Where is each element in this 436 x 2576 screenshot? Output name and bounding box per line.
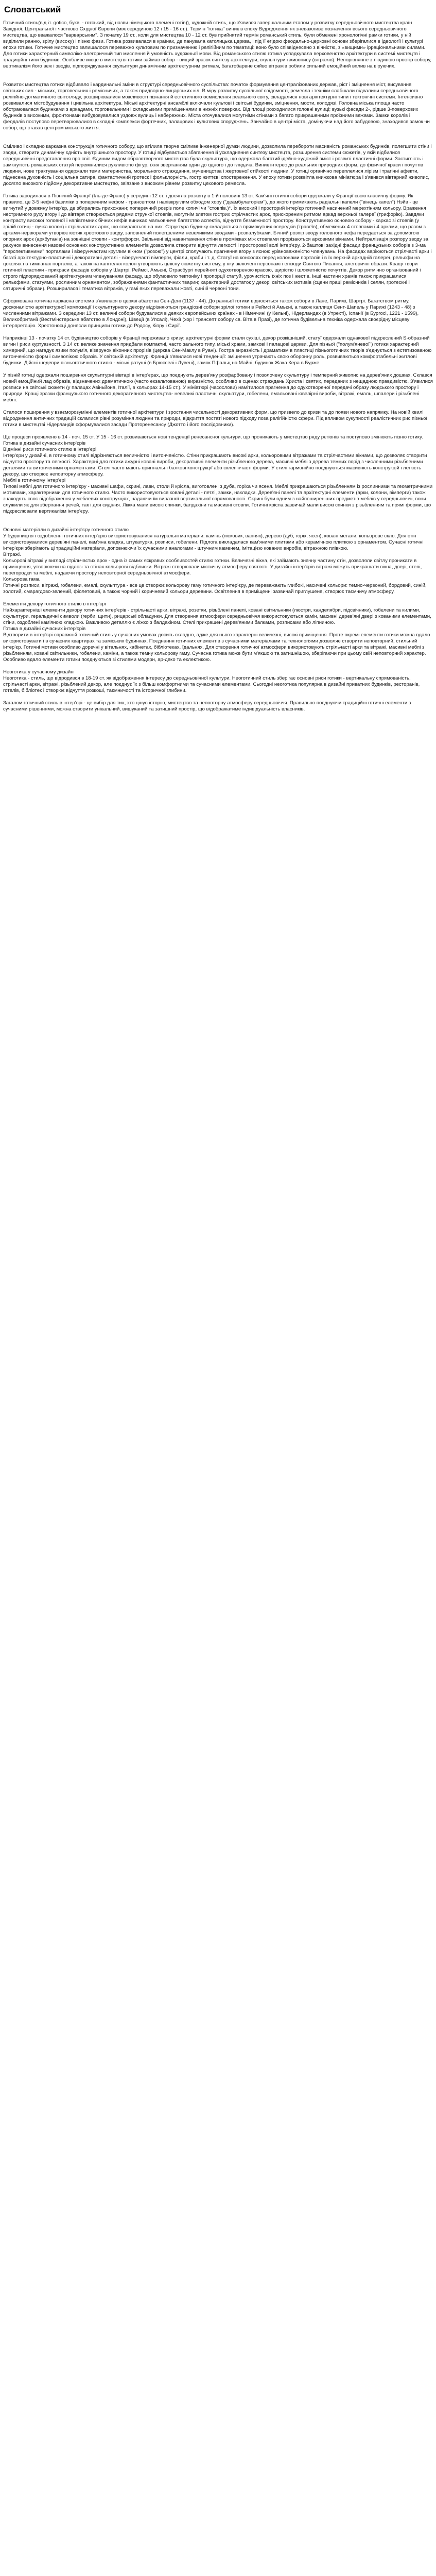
entry-title: Словатський xyxy=(4,5,61,14)
paragraph-gothic-development: Розвиток мистецтва готики відбивало і кардинальні зміни в структурі середньовічного суспільства: початок формування централізованих держав, ріст і зміцнення міст, висування світських сил - міських, торговельних і ремісничих, а також придворно-лицарських кіл. В міру розвитку суспільної свідомості, ремесла і техніки слабшали підвалини середньовічного релігійно-догматичного світогляду, розширювалися можливості пізнання й естетичного осмислення реального світу, складалися нові архітектурні типи і тектонічні системи. Інтенсивно розвивалися містобудування і цивільна архітектура. Міські архітектурні ансамблі включали культові і світські будинки, зміцнення, мости, колодязі. Головна міська площа часто обстраювалася будинками з аркадами, торговельними і складськими приміщеннями в нижніх поверхах. Від площі розходилися головні вулиці; вузькі фасади 2-, рідше 3-поверхових будинків з високими, фронтонами вибудовувалися уздовж вулиць і набережних. Міста оточувалися могутніми стінами з багато прикрашеними проїзними вежами. Замки королів і феодалів поступово перетворювалися в складні комплекси фортечних, палацових і культових споруджень. Звичайно в центрі міста, домінуючи над його забудовою, знаходився замок чи собор, що ставав центром міського життя. xyxy=(3,82,430,131)
paragraph-materials: У будівництві і оздобленні готичних інтер'єрів використовувалися натуральні матеріали: камінь (пісковик, вапняк), дерево (дуб, горіх, ясен), ковані метали, кольорове скло. Для стін використовувалися дерев'яні панелі, кам'яна кладка, штукатурка, розписи, гобелени. Підлога викладалася кам'яними плитами або керамічною плиткою з орнаментом. Сучасні готичні інтер'єри зберігають ці традиційні матеріали, доповнюючи їх сучасними аналогами - штучним каменем, імітацією кованих виробів, вітражною плівкою. xyxy=(3,533,424,551)
paragraph-furniture: Типові меблі для готичного інтер'єру - масивні шафи, скрині, лави, столи й крісла, виготовлені з дуба, горіха чи ясеня. Меблі прикрашаються різьбленням із рослинними та геометричними мотивами, характерними для готичного стилю. Часто використовуються ковані деталі - петлі, замки, накладки. Дерев'яні панелі та архітектурні елементи (арки, колони, вімперги) також знаходять своє відображення у меблевих конструкціях, надаючи їм виразної вертикальної спрямованості. Скрині були одним з найпоширеніших предметів меблів у середньовіччі, вони служили як для зберігання речей, так і для сидіння. Ліжка мали високі спинки, балдахіни та масивні стовпи. Готичні крісла зазвичай мали високі спинки з різьбленням та прямі форми, що підкреслювали вертикалізм інтер'єру. xyxy=(3,484,433,514)
paragraph-gothic-spread: Сформована готична каркасна система з'явилася в церкві абатства Сен-Дені (1137 - 44). До ранньої готики відносяться також собори в Лане, Парижі, Шартрі. Багатством ритму, досконалістю архітектурної композиції і скульптурного декору відрізняються грандіозні собори зрілої готики в Реймсі й Амьєні, а також каплиця Сент-Шапель у Парижі (1243 - 48) з численними вітражами. З середини 13 ст. величні собори будувалися в деяких європейських країнах - в Німеччині (у Кельні), Нідерландах (в Утрехті), Іспанії (в Бургосі, 1221 - 1599), Великобританії (Вестмінстерське абатство в Лондоні), Швеції (в Упсалі), Чехії (хор і трансепт собору св. Віта в Празі), де готична будівельна техніка одержала своєрідну місцеву інтерпретацію. Хрестоносці донесли принципи готики до Родосу, Кіпру і Сирії. xyxy=(3,298,419,329)
paragraph-decor-elements: Найхарактерніші елементи декору готичних інтер'єрів - стрільчасті арки, вітражі, розетки, різьблені панелі, ковані світильники (люстри, канделябри, підсвічники), гобелени та килими, скульптури, геральдичні символи (герби, щити), рицарські обладунки. Для створення атмосфери середньовіччя використовуються камін, масивні дерев'яні двері з кованими елементами, стіни, оздоблені кам'яною кладкою. Важливою деталлю є ліжко з балдахіном. Стелі прикрашені дерев'яними балками, розписами або ліпниною. xyxy=(3,607,431,625)
section-title-decor-elements: Елементи декору готичного стилю в інтер'єрі xyxy=(3,601,106,607)
section-title-neogothic: Неоготика у сучасному дизайні xyxy=(3,669,75,675)
section-title-color-palette: Кольорова гама xyxy=(3,577,40,582)
entry-body xyxy=(0,20,436,713)
paragraph-conclusion: Загалом готичний стиль в інтер'єрі - це вибір для тих, хто цінує історію, мистецтво та неповторну атмосферу середньовіччя. Правильно поєднуючи традиційні готичні елементи з сучасними рішеннями, можна створити унікальний, вишуканий та затишний простір, що відображатиме індивідуальність власників. xyxy=(3,700,411,712)
paragraph-color-palette: Готичні розписи, вітражі, гобелени, емалі, скульптура - все це створює кольорову гаму готичного інтер'єру, де переважають глибокі, насичені кольори: темно-червоний, бордовий, синій, золотий, смарагдово-зелений, фіолетовий, а також чорний і коричневий кольори деревини. Освітлення в приміщенні зазвичай приглушене, створює таємничу атмосферу. xyxy=(3,583,427,595)
paragraph-cathedral-frame: Сміливо і складно карказна конструкція готичного собору, що втілила творче сміливе інженерної думки людини, дозволила перебороти масивність романських будинків, полегшити стіни і зводи, створити динамічну єдність внутрішнього простору. У готиці відбувається збагачення й ускладнення синтезу мистецтв, розширення системи сюжетів, у якій відбилися середньовічні представлення про світ. Єдиним видом образотворчого мистецтва була скульптура, що одержала багатий ідейно-художній зміст і розвиті пластичні форми. Застиглість і замкнутість романських статуй перемінилися рухливістю фігур, їхня звертанням один до одного і до глядача. Виник інтерес до реальних природних форм, до фізичної краси і почуттів людини, нове трактування одержали теми материнства, морального страждання, мученицства і жертовної стійкості людини. У готиці органічно переплелися лірізм і трагічні афекти, піднесена духовність і соціальна сатира, фантастичний гротеск і фольклорність, гостр життєві спостереження. У епоху готики розквітла книжкова мініатюра і з'явився вівтарний живопис, досягло високого підйому декоративне мистецтво, зв'язане з високим рівнем розвитку цехового ремесла. xyxy=(3,144,432,187)
paragraph-late-gothic-france: Наприкінці 13 - початку 14 ст. будівництво соборів у Франції переживало кризу: архітектурні форми стали сухіші, декор розкішніший, статуї одержали однакової підкреслений S-образний вигин і риси куртуазності. З 14 ст. велике значення придбали компактні, часто зального типу, міські храми, замкові і палацові церкви. Для пізньої ("полум'яневої") готики характерний химерний, що нагадує язики полум'я, візерунок віконних прорізів (церква Сен-Маклу в Руані). Гостра виразність і драматизм в пластиці пізньоготичних творів з'єднується з естетизованою витонченістю форм і символікою образів. У світській архітектурі Франції з'явилися нові тенденції: зміцнення утрачають свою оборонну роль, розвиваються комфортабельні житлові будинки. Дійсні шедеври пізньоготичного стилю - міські ратуші (в Брюсселі і Лувені), замок Пфальц на Майні, будинок Жака Кера в Бурже. xyxy=(3,335,432,366)
paragraph-late-gothic-altars: У пізній готиці одержали поширення скульптурні вівтарі в інтер'єрах, що поєднують дерев'яну розфарбовану і позолочену скульптуру і темперний живопис на дерев'яних дошках. Склався новий емоційний лад образів, відзначених драматичною (часто екзальтованою) виразністю, особливо в сценах страждань Христа і святих, переданих з нещадною правдивістю. З'явилися розписи на світські сюжети (у палацах Авіньйона, Італії, в кольорах 14-15 ст.). У мініатюрі (часослови) намітилося прагнення до одухотвореної передачі образу людського простору і природи. Кращі зразки французького готичного декоративного мистецтва- невеликі пластичні скульптури, гобелени, емальовані ювелірні вироби, вітражі, емаль, шпалери і різьблені меблі. xyxy=(3,372,433,403)
paragraph-stained-glass: Кольорові вітражі у вигляді стрільчастих арок - одна із самих яскравих особливостей стилю готики. Величезні вікна, які займають значну частину стін, дозволяли світлу проникати в приміщення, утворюючи на підлозі та стінах кольорові відблиски. Вітражі створювали містичну атмосферу святості. У дизайні інтер'єрів вітражі можуть прикрашати вікна, двері, стелі, перегородки та меблі, надаючи простору неповторної середньовічної атмосфери. xyxy=(3,558,422,576)
section-title-interior-features: Відмінні риси готичного стилю в інтер'єрі xyxy=(3,447,97,452)
section-title-materials: Основні матеріали в дизайні інтер'єру готичного стилю xyxy=(3,527,129,533)
paragraph-neogothic: Неоготика - стиль, що відродився в 18-19 ст. як відображення інтересу до середньовічної культури. Неоготичний стиль зберігає основні риси готики - вертикальну спрямованість, стрільчасті арки, вітражі, різьблений декор, але поєднує їх з більш комфортними та сучасними елементами. Сьогодні неоготика популярна в дизайні приватних будинків, ресторанів, готелів, бібліотек і створює відчуття розкоші, таємничості та історичної глибини. xyxy=(3,675,420,693)
paragraph-gothic-style-definition: Готичний стиль(від іт. gotico, букв. - готський, від назви німецького племені готів)), художній стиль, що з'явився завершальним етапом у розвитку середньовічного мистецтва країн Західної, Центральної і частково Східної Європи (між серединою 12 і 15 - 16 ст.). Термін "готика" виник в епоху Відродження як зневажливе позначення всього середньовічного мистецтва, що вважалося "варварським". З початку 19 ст., коли для мистецтва 10 - 12 ст. був прийнятий термін романський стиль, були обмежені хронологічні рамки готики, у ній виділили ранню, зрілу (високу) і пізню фази. Готика розвивалася в країнах, де панувала католицька церква, і під її егідою феодально-церковні основи зберігалися в ідеології і культурі епохи готики. Готичне мистецтво залишалося переважно культовим по призначенню і релігійним по тематиці: воно було співвіднесено з вічністю, з «вищими» ірраціональними силами. Для готики характерний символіко-алегоричний тип мислення й умовність художньої мови. Від романського стилю готика успадкувала верховенство архітектури в системі мистецтв і традиційні типи будинків. Особливе місце в мистецтві готики займав собор - вищий зразок синтезу архітектури, скульптури і живопису (вітражів). Непорівнянне з людиною простір собору, вертикалізм його веж і зводів, підпорядкування скульптури динамічним архітектурним ритмам, багатобарвне сяйво вітражів робили сильний емоційний вплив на віруючих. xyxy=(3,20,431,69)
section-title-modern-interiors-2: Готика в дизайні сучасних інтер'єрів xyxy=(3,626,86,632)
paragraph-gothic-origin-france: Готика зародилася в Північній Франції (Іль-де-Франс) у середині 12 ст. і досягла розквіту в 1-й половині 13 ст. Кам'яні готичні собори одержали у Франції свою класичну форму. Як правило, це 3-5 нефні базиліки з поперечним нефом - трансептом і напівкруглим обходом хору ("деамбулаторієм"), до якого примикають радіальні капели ("вінець капел") Нэйв - це вигнутий у довжину інтер'єр, де збирались прихожани; поперечний розріз поле копичі чи "стовпів.)*. Їх високий і просторий інтер'єр готичний насичений мерехтінням кольору. Враження нестримного руху вгору і до вівтаря створюється рядами стрункої стовпів, могутнім злетом гострих стрілчастих арок, прискореним ритмом аркад верхньої галереї (трифорію). Завдяки контрасту високої головної і напівтемних бічних нефів виникає мальовниче багатство аспектів, відчуття безмежності простору. Конструктивною основою собору - каркас зі стовпів (у зрілій готиці - пучка колон) і стрільчастих арок, що спираються на них. Структура будинку складається з прямокутних осередків (травеїв), обмежених 4 стовпами і 4 арками, що разом з арками-нервюрами утворює кістяк хрестового зводу, заповнений полегшеними невеликими зводами - розпалубками. Бічний розпір зводу головного нефа передається за допомогою опорних арок (аркбутанів) на зовнішні стовпи - контрфорси. Звільнені від навантаження стіни в проміжках між стовпами прорізаються арковими вікнами. Нейтралізація розпору зводу за рахунок винесення назовні основних конструктивних елементів дозволила створити відчуття легкості і просторової волі інтер'єру. 2-баштові західні фасади французьких соборів з 3-ма "перспективними" порталами і візерунчастим круглим вікном ("розою") у центрі сполучають прагнення вгору з ясною урівноваженістю членувань. На фасадах варіюються стрілчасті арки і багаті архітектурно-пластичні і декоративні деталі - візерунчасті вімперги, фіали, краби і т. д. Статуї на консолях перед колонами порталів і в їх верхній аркадній галереї, рельєфи на цоколях і в тимпанах порталів, а також на капітелях колон утворюють цілісну сюжетну систему, у яку включені персонажі і епізоди Святого Писання, алегоричні образи. Кращі твори готичної пластики - прикраси фасадів соборів у Шартрі, Реймсі, Амьєні, Страсбургі перейняті одухотвореною красою, щирістю і шляхетністю почуттів. Декор ритмічно організований і строго підпорядкований архітектурним членуванням фасаду, що обумовило тектоніку і пропорції статуй, урочистість їхніх поз і жестів. Інші частини храмів також прикрашалися рельєфами, статуями, рослинним орнаментом, зображеннями фантастичних тварин; характерний достаток у декорі світських мотивів (сцени праці ремісників і селян, гротескні і сатиричні образи). Розширилася і тематика вітражів, у гамі яких переважали жовті, сині й червоні тони. xyxy=(3,193,432,292)
section-title-stained-glass: Вітражі. xyxy=(3,552,21,557)
section-title-furniture: Меблі в готичному інтер'єрі xyxy=(3,478,66,483)
paragraph-renaissance-transition: Ще процеси проявлено в 14 - поч. 15 ст. У 15 - 16 ст. розвиваються нові тенденції ренесансної культури, що проникають у мистецтво ряду регіонів та поступово змінюють пізню готику. xyxy=(3,434,423,440)
paragraph-gothic-crisis: Сталося поширення у взаєморозумінні елементів готичної архітектури і зростання чисельності декоративних форм, що призвело до кризи та до появи нового напрямку. На новій хвилі відродження античних традицій склалися рівні розуміння людини та природи, відкриття постаті нового підходу поза релігійністю сфери. Під впливом сукупності реалістичних рис пізньої готики в мистецтві Нідерландів сформувалися засади Проторенесансу (Джотто і його послідовники). xyxy=(3,410,428,428)
paragraph-modern-interiors: Відтворити в інтер'єрі справжній готичний стиль у сучасних умовах досить складно, адже для нього характерні величезні, високі приміщення. Проте окремі елементи готики можна вдало використовувати і в сучасних квартирах та заміських будинках. Поєднання готичних елементів з сучасними матеріалами та технологіями дозволяє створити неповторний, стильний інтер'єр. Готичні мотиви особливо доречні у вітальнях, кабінетах, бібліотеках, їдальнях. Для створення готичної атмосфери використовують стрільчасті арки та вітражі, масивні меблі з різьбленням, ковані світильники, гобелени, каміни, а також темну кольорову гаму. Сучасна готика може бути м'якшою та затишнішою, зберігаючи при цьому свій неповторний характер. Особливо вдало елементи готики поєднуються зі стилями модерн, ар-деко та еклектикою. xyxy=(3,632,430,663)
section-title-modern-interiors: Готика в дизайні сучасних інтер'єрів xyxy=(3,440,86,446)
paragraph-interior-features: Інтер'єри у дизайні, в готичному стилі відрізняються величністю і витонченістю. Стіни прикрашають високі арки, кольоровими вітражами та стрілчастими вікнами, що дозволяє створити відчуття простору та легкості. Характерні для готики ажурні ковані вироби, декоративні елементи різьбленого дерева, масивні меблі з дерева темних порід з численними різьбленими деталями та витонченими орнаментами. Стелі часто мають оригінальні балкові конструкції або склепінчасті форми. У стилі гармонійно поєднуються масивність конструкцій і легкість декору, що створює неповторну атмосферу. xyxy=(3,453,427,477)
